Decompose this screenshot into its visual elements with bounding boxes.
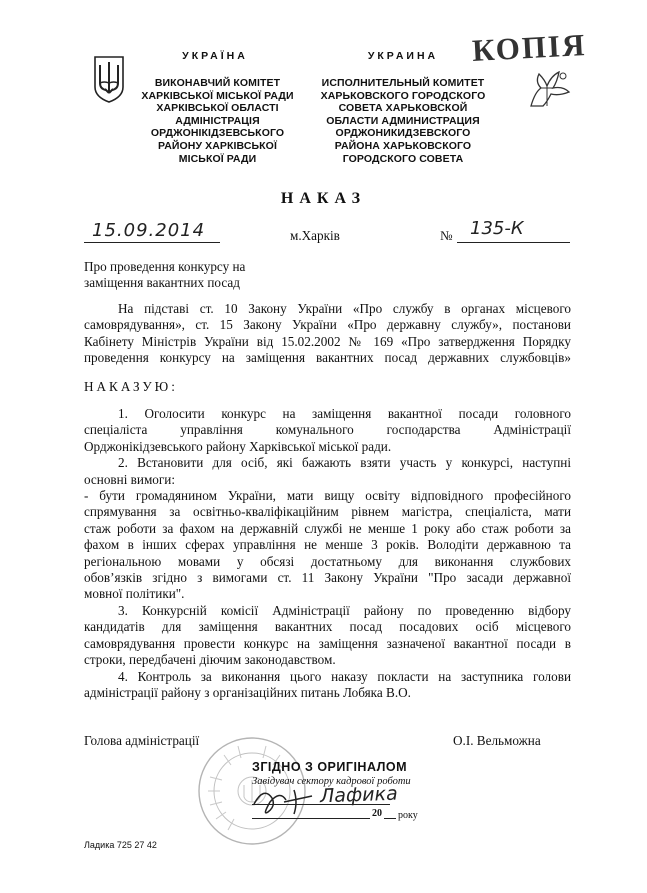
order-city: м.Харків	[290, 228, 340, 243]
item-line: основні вимоги:	[84, 471, 176, 487]
preamble-line: самоврядування», ст. 15 Закону України «Про державну службу», постанови	[84, 317, 571, 333]
item-line: адміністрації району з організаційних питань Лобяка В.О.	[84, 684, 411, 700]
item-line: спрямування за освітньо-кваліфікаційним рівнем магістра, спеціаліста, мати	[84, 504, 571, 520]
copy-stamp: КОПІЯ	[471, 27, 588, 68]
ua-org-line: ХАРКІВСЬКОЇ ОБЛАСТІ	[156, 102, 279, 115]
item-line: 3. Конкурсній комісії Адміністрації району по проведенню відбору	[118, 602, 571, 618]
ua-org-line: АДМІНІСТРАЦІЯ	[175, 114, 260, 127]
city-emblem-icon	[525, 62, 575, 110]
preamble-line: Кабінету Міністрів України від 15.02.2002 № 169 «Про затвердження Порядку	[84, 333, 571, 349]
ua-org-line: ОРДЖОНІКІДЗЕВСЬКОГО	[150, 127, 285, 140]
item-line: строки, передбачені діючим законодавством.	[84, 652, 336, 668]
ru-org-line: ГОРОДСКОГО СОВЕТА	[342, 152, 464, 165]
preamble-line: проведення конкурсу на заміщення вакантних посад державних службовців»	[84, 350, 571, 366]
order-subject	[84, 259, 245, 292]
item-line: 1. Оголосити конкурс на заміщення вакантної посади головного	[118, 406, 571, 421]
ua-organization	[140, 77, 295, 165]
item-line: обов’язків згідно з вимогами ст. 11 Закону України "Про засади державної	[84, 570, 571, 586]
certification-date-line	[252, 818, 370, 819]
trident-emblem-icon	[92, 55, 126, 103]
ru-organization	[318, 77, 488, 165]
item-line: регіональною мовами у обсязі достатньому для виконання службових	[84, 553, 571, 569]
certification-signature: Лафика	[319, 782, 399, 808]
ua-org-line: ХАРКІВСЬКОЇ МІСЬКОЇ РАДИ	[141, 89, 294, 102]
certification-role: Завідувач сектору кадрової роботи	[252, 776, 411, 787]
certification-year-suffix: року	[398, 810, 418, 821]
item-line: 4. Контроль за виконання цього наказу покласти на заступника голови	[118, 668, 571, 684]
ua-org-line: МІСЬКОЇ РАДИ	[178, 152, 257, 165]
item-line: Орджонікідзевського району Харківської міської ради.	[84, 438, 392, 454]
preamble	[84, 301, 571, 367]
date-underline	[84, 242, 220, 243]
ru-org-line: СОВЕТА ХАРЬКОВСКОЙ	[338, 102, 468, 115]
ru-org-line: ОБЛАСТИ АДМИНИСТРАЦИЯ	[326, 114, 480, 127]
certification-year-line	[384, 818, 396, 819]
preamble-line: На підставі ст. 10 Закону України «Про службу в органах місцевого	[118, 301, 571, 316]
item-line: фахом в інших сферах управління не менше 3 років. Володіти державною та	[84, 537, 571, 553]
ru-org-line: РАЙОНА ХАРЬКОВСКОГО	[334, 139, 472, 152]
ru-org-line: ИСПОЛНИТЕЛЬНЫЙ КОМИТЕТ	[321, 77, 485, 89]
signature-position: Голова адміністрації	[84, 733, 200, 748]
item-line: кандидатів для заміщення вакантних посад посадових осіб місцевого	[84, 619, 571, 635]
item-line: - бути громадянином України, мати вищу освіту відповідного професійного	[84, 488, 571, 504]
order-date: 15.09.2014	[92, 220, 206, 241]
item-line: спеціаліста управління комунального господарства Адміністрації	[84, 422, 571, 438]
ru-org-line: ОРДЖОНИКИДЗЕВСКОГО	[335, 127, 471, 140]
item-line: 2. Встановити для осіб, які бажають взяти участь у конкурсі, наступні	[118, 455, 571, 471]
number-underline	[457, 242, 570, 243]
order-items	[84, 406, 571, 701]
item-line: стаж роботи за фахом на державній службі не менше 1 року або стаж роботи за	[84, 520, 571, 536]
order-number: 135-К	[470, 218, 524, 239]
subject-line: заміщення вакантних посад	[84, 275, 240, 291]
footer-note: Ладика 725 27 42	[84, 840, 157, 850]
document-title: НАКАЗ	[280, 190, 367, 207]
item-line: мовної політики".	[84, 586, 185, 602]
subject-line: Про проведення конкурсу на	[84, 259, 246, 274]
signature-name: О.І. Вельможна	[453, 733, 541, 748]
certification-year-prefix: 20	[372, 808, 382, 819]
number-prefix: №	[440, 228, 453, 243]
ua-org-line: РАЙОНУ ХАРКІВСЬКОЇ	[158, 139, 277, 152]
certification-signature-line	[252, 804, 390, 805]
ru-country: УКРАИНА	[367, 50, 439, 62]
item-line: самоврядування провести конкурс на заміщення зазначеної вакантної посади в	[84, 635, 571, 651]
ua-country: УКРАЇНА	[182, 50, 248, 62]
certification-title: ЗГІДНО З ОРИГІНАЛОМ	[252, 760, 408, 774]
ru-org-line: ХАРЬКОВСКОГО ГОРОДСКОГО	[320, 89, 486, 102]
ua-org-line: ВИКОНАВЧИЙ КОМІТЕТ	[154, 77, 281, 89]
order-word: НАКАЗУЮ:	[84, 379, 178, 394]
signature-scribble-icon	[250, 782, 325, 818]
